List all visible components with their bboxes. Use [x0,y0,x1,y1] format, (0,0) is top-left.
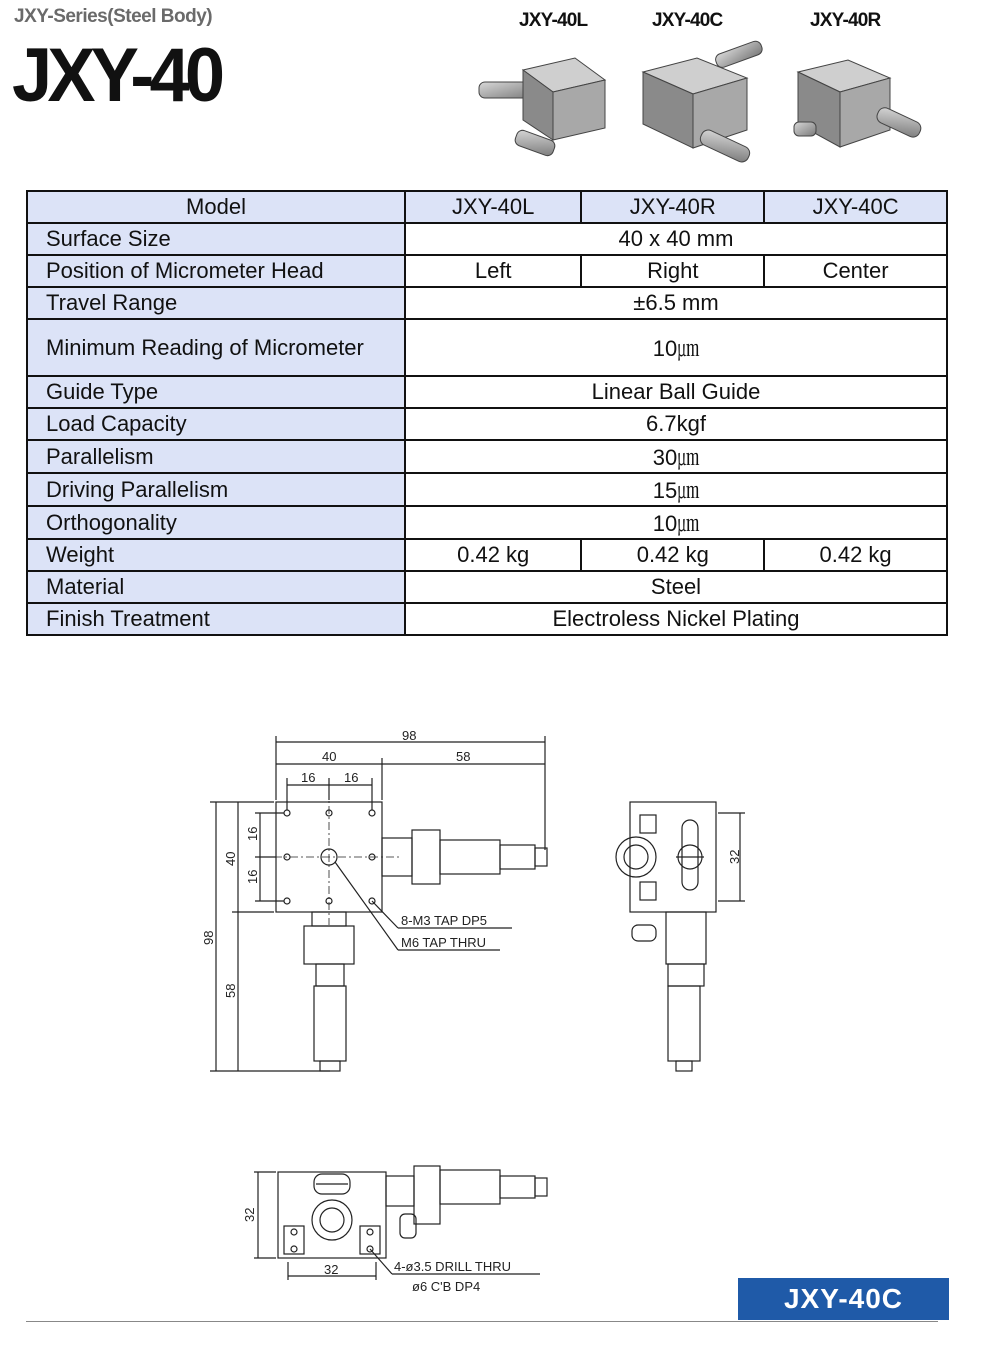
row-value: 10㎛ [405,506,947,539]
table-row [27,473,947,506]
table-row [27,255,947,287]
table-row [27,440,947,473]
row-label: Weight [27,539,405,571]
dim-98-left: 98 [201,930,216,945]
dim-16-c: 16 [245,826,260,841]
model-col-40l: JXY-40L [405,191,581,223]
dim-32-front-v: 32 [242,1207,257,1222]
model-title: JXY-40 [12,33,221,118]
product-photo-40r [790,42,925,167]
note-drill: 4-ø3.5 DRILL THRU [394,1259,512,1274]
table-row [27,223,947,255]
footer-divider [26,1321,938,1322]
row-value: 0.42 kg [581,539,764,571]
row-value: 10㎛ [405,319,947,376]
top-view [210,736,547,1071]
dim-16-a: 16 [301,770,316,785]
series-title: JXY-Series(Steel Body) [14,6,213,27]
table-row [27,506,947,539]
model-badge: JXY-40C [738,1278,949,1320]
spec-table [26,190,948,636]
model-col-40r: JXY-40R [581,191,764,223]
dim-16-d: 16 [245,869,260,884]
dim-40-left: 40 [223,851,238,866]
row-label: Load Capacity [27,408,405,440]
row-label: Travel Range [27,287,405,319]
row-label: Surface Size [27,223,405,255]
note-thru: M6 TAP THRU [401,935,487,950]
row-value: Right [581,255,764,287]
row-label: Material [27,571,405,603]
row-value: Center [764,255,947,287]
table-row [27,376,947,408]
product-photo-40c [637,30,767,175]
row-value: Left [405,255,581,287]
row-value: Linear Ball Guide [405,376,947,408]
table-row [27,539,947,571]
model-col-40c: JXY-40C [764,191,947,223]
row-label: Minimum Reading of Micrometer [27,319,405,376]
row-label: Orthogonality [27,506,405,539]
dim-16-b: 16 [344,770,359,785]
row-label: Finish Treatment [27,603,405,635]
row-value: Electroless Nickel Plating [405,603,947,635]
table-row [27,287,947,319]
product-label-40c: JXY-40C [652,10,723,31]
dim-58-top: 58 [456,749,471,764]
table-row [27,603,947,635]
row-value: Steel [405,571,947,603]
row-value: 30㎛ [405,440,947,473]
table-row [27,319,947,376]
product-photo-40l [475,40,615,180]
note-tap: 8-M3 TAP DP5 [401,913,487,928]
row-value: 40 x 40 mm [405,223,947,255]
row-label: Driving Parallelism [27,473,405,506]
row-label: Position of Micrometer Head [27,255,405,287]
table-row [27,571,947,603]
technical-drawing [0,700,1000,1310]
note-cb: ø6 C'B DP4 [412,1279,481,1294]
dim-32-front-h: 32 [324,1262,339,1277]
dim-40-top: 40 [322,749,337,764]
table-row [27,191,947,223]
table-row [27,408,947,440]
dim-98-top: 98 [402,728,417,743]
side-view [616,802,745,1071]
row-value: 15㎛ [405,473,947,506]
row-value: ±6.5 mm [405,287,947,319]
row-value: 0.42 kg [764,539,947,571]
product-label-40l: JXY-40L [519,10,588,31]
row-value: 6.7kgf [405,408,947,440]
row-label: Parallelism [27,440,405,473]
row-label: Guide Type [27,376,405,408]
dim-32-side: 32 [727,849,742,864]
product-label-40r: JXY-40R [810,10,881,31]
row-value: 0.42 kg [405,539,581,571]
model-header: Model [27,191,405,223]
dim-58-left: 58 [223,983,238,998]
